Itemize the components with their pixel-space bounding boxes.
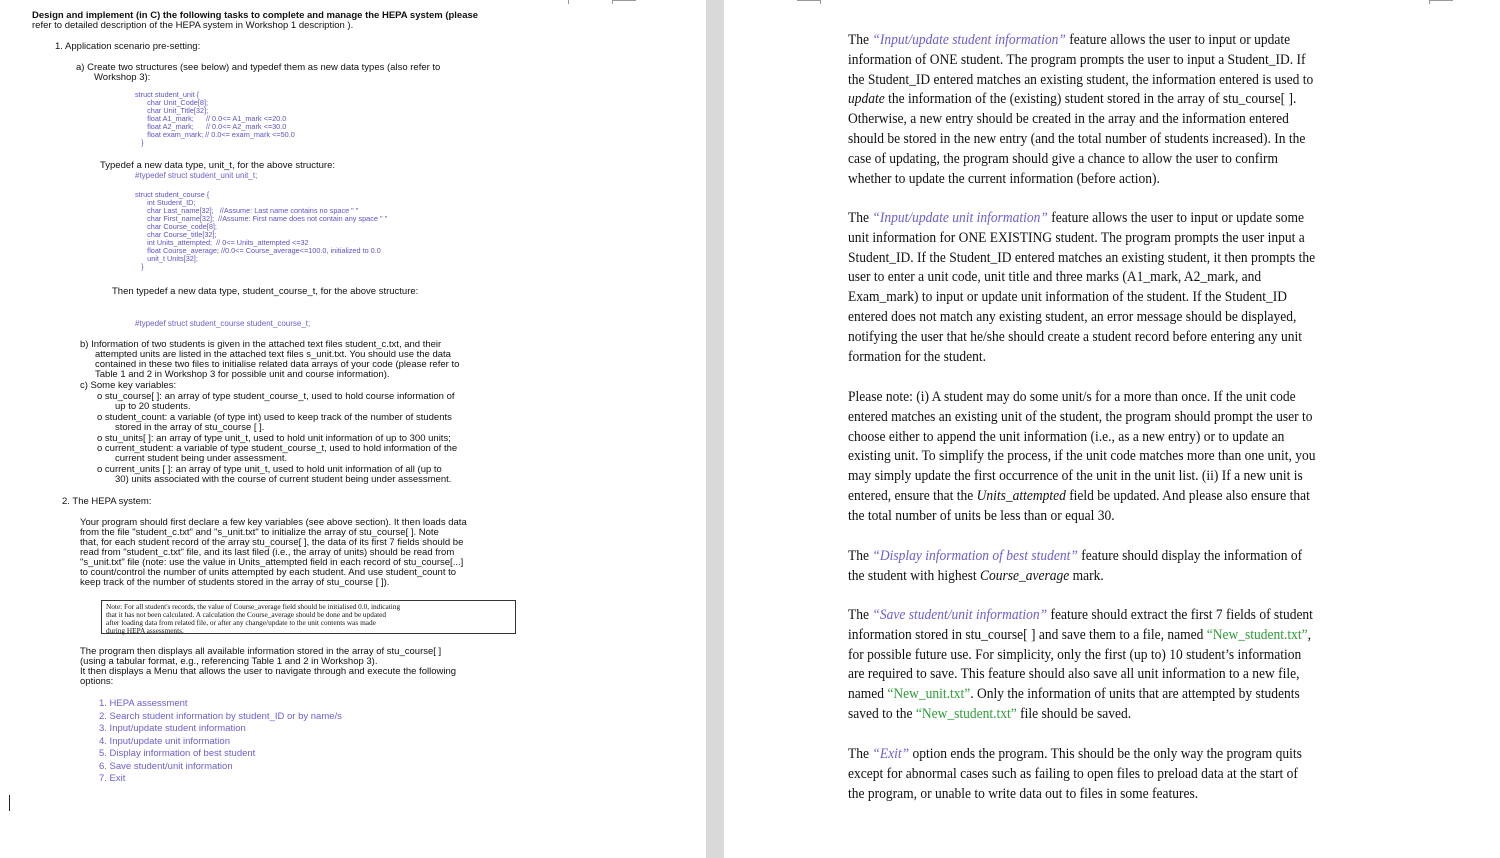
item-a-line-2: Workshop 3): bbox=[94, 72, 151, 83]
variable-current-units: o current_units [ ]: an array of type unit_t, used to hold unit information of all (up to bbox=[97, 464, 442, 475]
item-b-line-2: attempted units are listed in the attached text files s_unit.txt. You should use the data bbox=[95, 349, 451, 360]
crop-mark bbox=[1429, 0, 1453, 1]
hepa-para-line-3: that, for each student record of the array stu_course[ ], the data of its first 7 fields should be bbox=[80, 537, 464, 548]
crop-mark bbox=[568, 0, 569, 4]
typedef-course-code: #typedef struct student_course student_course_t; bbox=[135, 319, 311, 328]
menu-option-7: 7. Exit bbox=[99, 773, 126, 784]
intro-line-2: refer to detailed description of the HEPA system in Workshop 1 description ). bbox=[32, 20, 354, 31]
menu-option-4: 4. Input/update unit information bbox=[99, 736, 230, 747]
variable-stu-course-cont: up to 20 students. bbox=[115, 401, 191, 412]
variable-stu-units: o stu_units[ ]: an array of type unit_t, used to hold unit information of up to 300 units; bbox=[97, 433, 451, 444]
item-b-line-3: contained in these two files to initialise related data arrays of your code (please refer to bbox=[95, 359, 460, 370]
note-line-4: during HEPA assessments. bbox=[106, 626, 184, 635]
course-average-note-box bbox=[101, 600, 516, 634]
document-page-left bbox=[0, 0, 706, 858]
item-b-line-4: Table 1 and 2 in Workshop 3 for possible unit and course information). bbox=[95, 369, 390, 380]
save-student-unit-paragraph: The “Save student/unit information” feature should extract the first 7 fields of student information stored in stu_course[ ] and save them to a file, named “New_student.txt”, for possible future use. For simplicity, only the first (up to) 10 student’s information are required to save. This feature should also save all unit information to a new file, named “New_unit.txt”. Only the information of units that are attempted by students saved to the “New_student.txt” file should be saved. bbox=[848, 607, 1313, 722]
crop-mark bbox=[612, 0, 613, 4]
menu-intro-line-1: The program then displays all available information stored in the array of stu_course[ ] bbox=[80, 646, 442, 657]
page-gutter bbox=[706, 0, 724, 858]
variable-current-units-cont: 30) units associated with the course of current student being under assessment. bbox=[115, 474, 452, 485]
hepa-para-line-7: keep track of the number of students stored in the array of stu_course [ ]). bbox=[80, 577, 390, 588]
feature-name: “Input/update student information” bbox=[872, 32, 1066, 48]
section-1-heading: 1. Application scenario pre-setting: bbox=[55, 41, 201, 52]
variable-student-count: o student_count: a variable (of type int) used to keep track of the number of students bbox=[97, 412, 452, 423]
crop-mark bbox=[797, 0, 821, 1]
item-c-heading: c) Some key variables: bbox=[80, 380, 177, 391]
menu-option-1: 1. HEPA assessment bbox=[99, 698, 188, 709]
typedef-unit-code: #typedef struct student_unit unit_t; bbox=[135, 171, 258, 180]
please-note-paragraph: Please note: (i) A student may do some unit/s for a more than once. If the unit code entered matches an existing unit of the student, the program should prompt the user to choose either to append the unit information (i.e., as a new entry) or to update an existing unit. To simplify the process, if the unit code matches more than one unit, you may simply update the first occurrence of the unit in the unit list. (ii) If a new unit is entered, ensure that the Units_attempted field be updated. And please also ensure that the total number of units be less than or equal 30. bbox=[848, 389, 1316, 524]
variable-student-count-cont: stored in the array of stu_course [ ]. bbox=[115, 422, 265, 433]
menu-intro-line-3: It then displays a Menu that allows the user to navigate through and execute the following bbox=[80, 666, 457, 677]
note-line-2: that it has not been calculated. A calculation the Course_average should be done and be updated bbox=[106, 610, 387, 619]
hepa-para-line-1: Your program should first declare a few key variables (see above section). It then loads data bbox=[80, 517, 467, 528]
code-struct-student-course: struct student_course { int Student_ID; char Last_name[32]; //Assume: Last name contains no space " " char First_name[32]; //Assume: First name does not contain any space " " char Course_code[8]; char Course_title[32]; int Units_attempted; // 0<= Units_attempted <=32 float Course_average; //0.0<= Course_average<=100.0, initialized to 0.0 unit_t Units[32]; } bbox=[135, 190, 388, 271]
menu-option-6: 6. Save student/unit information bbox=[99, 761, 233, 772]
hepa-para-line-2: from the file "student_c.txt" and "s_unit.txt" to initialize the array of stu_course[ ]. Note bbox=[80, 527, 439, 538]
typedef-unit-text: Typedef a new data type, unit_t, for the above structure: bbox=[100, 160, 336, 171]
text-cursor bbox=[9, 795, 10, 811]
variable-current-student: o current_student: a variable of type student_course_t, used to hold information of the bbox=[97, 443, 458, 454]
menu-intro-line-4: options: bbox=[80, 676, 114, 687]
menu-option-3: 3. Input/update student information bbox=[99, 723, 246, 734]
input-update-student-paragraph: The “Input/update student information” feature allows the user to input or update information of ONE student. The program prompts the user to input a Student_ID. If the Student_ID entered matches an existing student, the information entered is used to update the information of the (existing) student stored in the array of stu_course[ ]. Otherwise, a new entry should be created in the array and the information entered should be stored in the new entry (and the total number of students increased). In the case of updating, the program should give a chance to allow the user to confirm whether to update the current information (before action). bbox=[848, 32, 1314, 187]
exit-paragraph: The “Exit” option ends the program. This should be the only way the program quits except for abnormal cases such as failing to open files to preload data at the start of the program, or unable to write data out to files in some features. bbox=[848, 746, 1302, 802]
feature-name: “Display information of best student” bbox=[872, 548, 1078, 564]
feature-name: “Exit” bbox=[872, 746, 910, 762]
input-update-unit-paragraph: The “Input/update unit information” feature allows the user to input or update some unit information for ONE EXISTING student. The program prompts the user input a Student_ID. If the Student_ID entered matches an existing student, it then prompts the user to enter a unit code, unit title and three marks (A1_mark, A2_mark, and Exam_mark) to input or update unit information of the student. If the Student_ID entered does not match any existing student, an error message should be displayed, notifying the user that he/she should create a student record before entering any unit formation for the student. bbox=[848, 210, 1316, 365]
display-best-student-paragraph: The “Display information of best student” feature should display the information of the student with highest Course_average mark. bbox=[848, 548, 1303, 584]
document-page-right bbox=[724, 0, 1500, 858]
file-name: “New_student.txt” bbox=[1206, 626, 1308, 643]
item-b-line-1: b) Information of two students is given in the attached text files student_c.txt, and their bbox=[80, 339, 442, 350]
menu-intro-line-2: (using a tabular format, e.g., referencing Table 1 and 2 in Workshop 3). bbox=[80, 656, 378, 667]
typedef-course-text: Then typedef a new data type, student_course_t, for the above structure: bbox=[112, 286, 419, 297]
item-a-line-1: a) Create two structures (see below) and typedef them as new data types (also refer to bbox=[76, 62, 441, 73]
hepa-para-line-6: to count/control the number of units attempted by each student. And use student_count to bbox=[80, 567, 457, 578]
note-line-1: Note: For all student's records, the value of Course_average field should be initialised 0.0, indicating bbox=[106, 602, 401, 611]
file-name: “New_unit.txt” bbox=[887, 686, 971, 703]
feature-name: “Save student/unit information” bbox=[872, 607, 1048, 623]
intro-line-1: Design and implement (in C) the following tasks to complete and manage the HEPA system (please bbox=[32, 10, 479, 21]
crop-mark bbox=[1429, 0, 1430, 4]
feature-name: “Input/update unit information” bbox=[872, 210, 1048, 226]
note-line-3: after loading data from related file, or after any change/update to the unit contents was made bbox=[106, 618, 376, 627]
crop-mark bbox=[820, 0, 821, 4]
menu-option-2: 2. Search student information by student_ID or by name/s bbox=[99, 711, 342, 722]
hepa-para-line-4: read from "student_c.txt" file, and its last filed (i.e., the array of units) should be read from bbox=[80, 547, 455, 558]
crop-mark bbox=[612, 0, 636, 1]
file-name: “New_student.txt” bbox=[915, 705, 1017, 722]
hepa-para-line-5: "s_unit.txt" file (note: use the value in Units_attempted field in each record of stu_course[...] bbox=[80, 557, 464, 568]
code-struct-student-unit: struct student_unit { char Unit_Code[8]; char Unit_Title[32]; float A1_mark; // 0.0<= A1_mark <=20.0 float A2_mark; // 0.0<= A2_mark <=30.0 float exam_mark; // 0.0<= exam_mark <=50.0 } bbox=[135, 90, 295, 147]
menu-option-5: 5. Display information of best student bbox=[99, 748, 256, 759]
variable-stu-course: o stu_course[ ]: an array of type student_course_t, used to hold course information of bbox=[97, 391, 455, 402]
variable-current-student-cont: current student being under assessment. bbox=[115, 453, 288, 464]
section-2-heading: 2. The HEPA system: bbox=[62, 496, 152, 507]
